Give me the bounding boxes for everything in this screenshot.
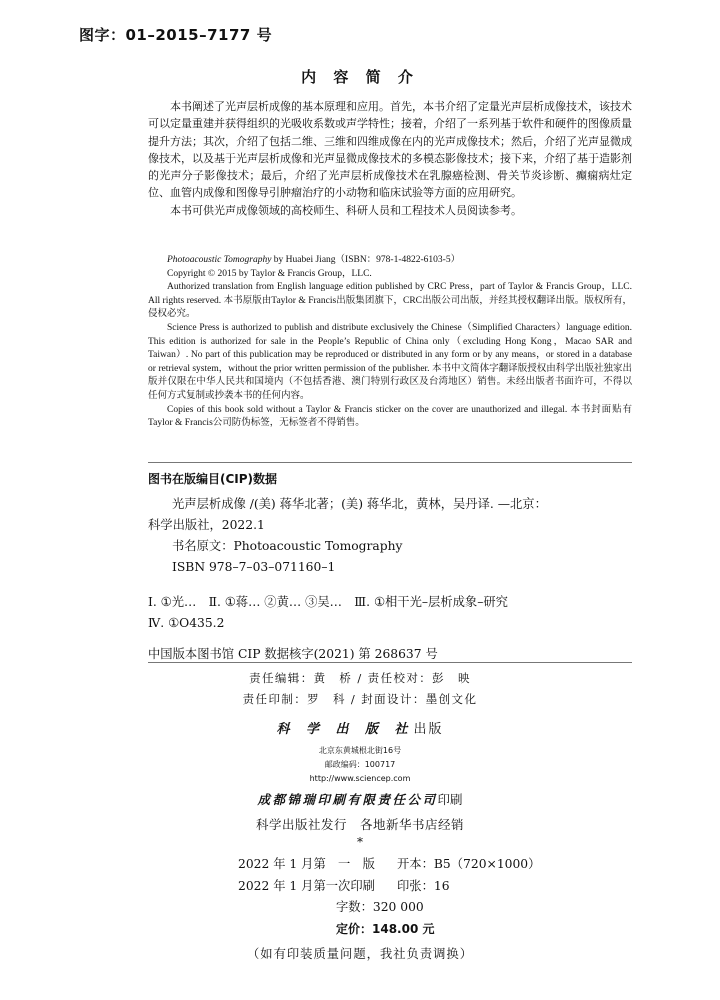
registration-number: 图字：01–2015–7177 号 xyxy=(79,26,273,44)
quality-note: （如有印装质量问题，我社负责调换） xyxy=(246,947,474,961)
publisher-address-block xyxy=(0,744,720,786)
cip-line-3: 书名原文：Photoacoustic Tomography xyxy=(172,539,403,553)
printer-line xyxy=(0,790,720,808)
intro-paragraph-1: 本书阐述了光声层析成像的基本原理和应用。首先，本书介绍了定量光声层析成像技术，该技术可以定量重建并获得组织的光吸收系数或声学特性；接着，介绍了一系列基于软件和硬件的图像质量提升方法；其次，介绍了包括二维、三维和四维成像在内的光声成像技术；然后，介绍了光声显微成像技术，以及基于光声层析成像和光声显微成像技术的多模态影像技术；接下来，介绍了基于造影剂的光声分子影像技术；最后，介绍了光声层析成像技术在乳腺癌检测、骨关节炎诊断、癫痫病灶定位、血管内成像和图像导引肿瘤治疗的小动物和临床试验等方面的应用研究。 xyxy=(148,100,632,200)
edition-line: 2022 年 1 月第 一 版 xyxy=(238,857,375,871)
word-count: 字数：320 000 xyxy=(336,900,424,914)
publisher-line xyxy=(0,718,720,737)
cip-section xyxy=(148,472,632,665)
intro-section xyxy=(148,98,632,219)
authorization-notice: Authorized translation from English language edition published by CRC Press，part of Taylor & Francis Group，LLC. All rights reserved. 本书原版由Taylor & Francis出版集团旗下，CRC出版公司出版，并经其授权翻译出版。版权所有，侵权必究。 xyxy=(148,282,632,320)
intro-title: 内 容 简 介 xyxy=(301,68,419,86)
publisher-postcode: 邮政编码：100717 xyxy=(324,760,396,769)
staff-credits-2 xyxy=(0,692,720,706)
separator-star: * xyxy=(357,835,363,849)
printing-line: 2022 年 1 月第一次印刷 xyxy=(238,879,375,893)
price: 定价：148.00 元 xyxy=(336,922,435,936)
copyright-line: Copyright © 2015 by Taylor & Francis Group，LLC. xyxy=(167,268,372,279)
distribution-line: 科学出版社发行 各地新华书店经销 xyxy=(255,817,464,832)
science-press-notice: Science Press is authorized to publish and distribute exclusively the Chinese（Simplified Characters）language edition. This edition is authorized for sale in the People’s Republic of China only（excluding Hong Kong，Macao SAR and Taiwan）. No part of this publication may be reproduced or distributed in any form or by any means，or stored in a database or retrieval system，without the prior written permission of the publisher. 本书中文简体字翻译版授权由科学出版社独家出版并仅限在中华人民共和国境内（不包括香港、澳门特别行政区及台湾地区）销售。未经出版者书面许可，不得以任何方式复制或抄袭本书的任何内容。 xyxy=(148,322,632,401)
cip-line-2: 科学出版社，2022.1 xyxy=(148,518,265,532)
cip-catalog-number: 中国版本图书馆 CIP 数据核字(2021) 第 268637 号 xyxy=(148,647,438,661)
cip-classification-1: Ⅰ. ①光… Ⅱ. ①蒋… ②黄… ③吴… Ⅲ. ①相干光–层析成象–研究 xyxy=(148,595,508,609)
sheets-line: 印张：16 xyxy=(397,879,450,893)
publisher-name: 科 学 出 版 社 xyxy=(276,722,414,737)
divider-top xyxy=(148,462,632,463)
cip-header: 图书在版编目(CIP)数据 xyxy=(148,472,278,486)
original-book-info xyxy=(148,254,632,268)
intro-paragraph-2: 本书可供光声成像领域的高校师生、科研人员和工程技术人员阅读参考。 xyxy=(170,203,522,217)
publisher-suffix: 出版 xyxy=(413,722,444,737)
staff-credits xyxy=(0,671,720,685)
editors-line: 责任编辑：黄 桥 / 责任校对：彭 映 xyxy=(249,671,471,685)
format-line: 开本：B5（720×1000） xyxy=(397,857,541,871)
printer-suffix: 印刷 xyxy=(437,792,463,807)
cip-line-4: ISBN 978–7–03–071160–1 xyxy=(172,560,336,574)
publisher-url: http://www.sciencep.com xyxy=(309,774,411,783)
printing-design-line: 责任印制：罗 科 / 封面设计：墨创文化 xyxy=(242,692,478,706)
printer-name: 成都锦瑞印刷有限责任公司 xyxy=(257,792,438,807)
original-book-isbn: by Huabei Jiang（ISBN：978-1-4822-6103-5） xyxy=(271,255,461,265)
cip-classification-2: Ⅳ. ①O435.2 xyxy=(148,616,225,630)
original-book-title: Photoacoustic Tomography xyxy=(167,255,272,265)
cip-line-1: 光声层析成像 /(美) 蒋华北著；(美) 蒋华北，黄林，吴丹译. —北京： xyxy=(172,497,547,511)
sticker-notice: Copies of this book sold without a Taylor & Francis sticker on the cover are unauthorized and illegal. 本书封面贴有Taylor & Francis公司防伪标签，无标签者不得销售。 xyxy=(148,404,632,429)
divider-bottom xyxy=(148,662,632,663)
publisher-address: 北京东黄城根北街16号 xyxy=(318,746,402,755)
legal-section xyxy=(148,254,632,431)
